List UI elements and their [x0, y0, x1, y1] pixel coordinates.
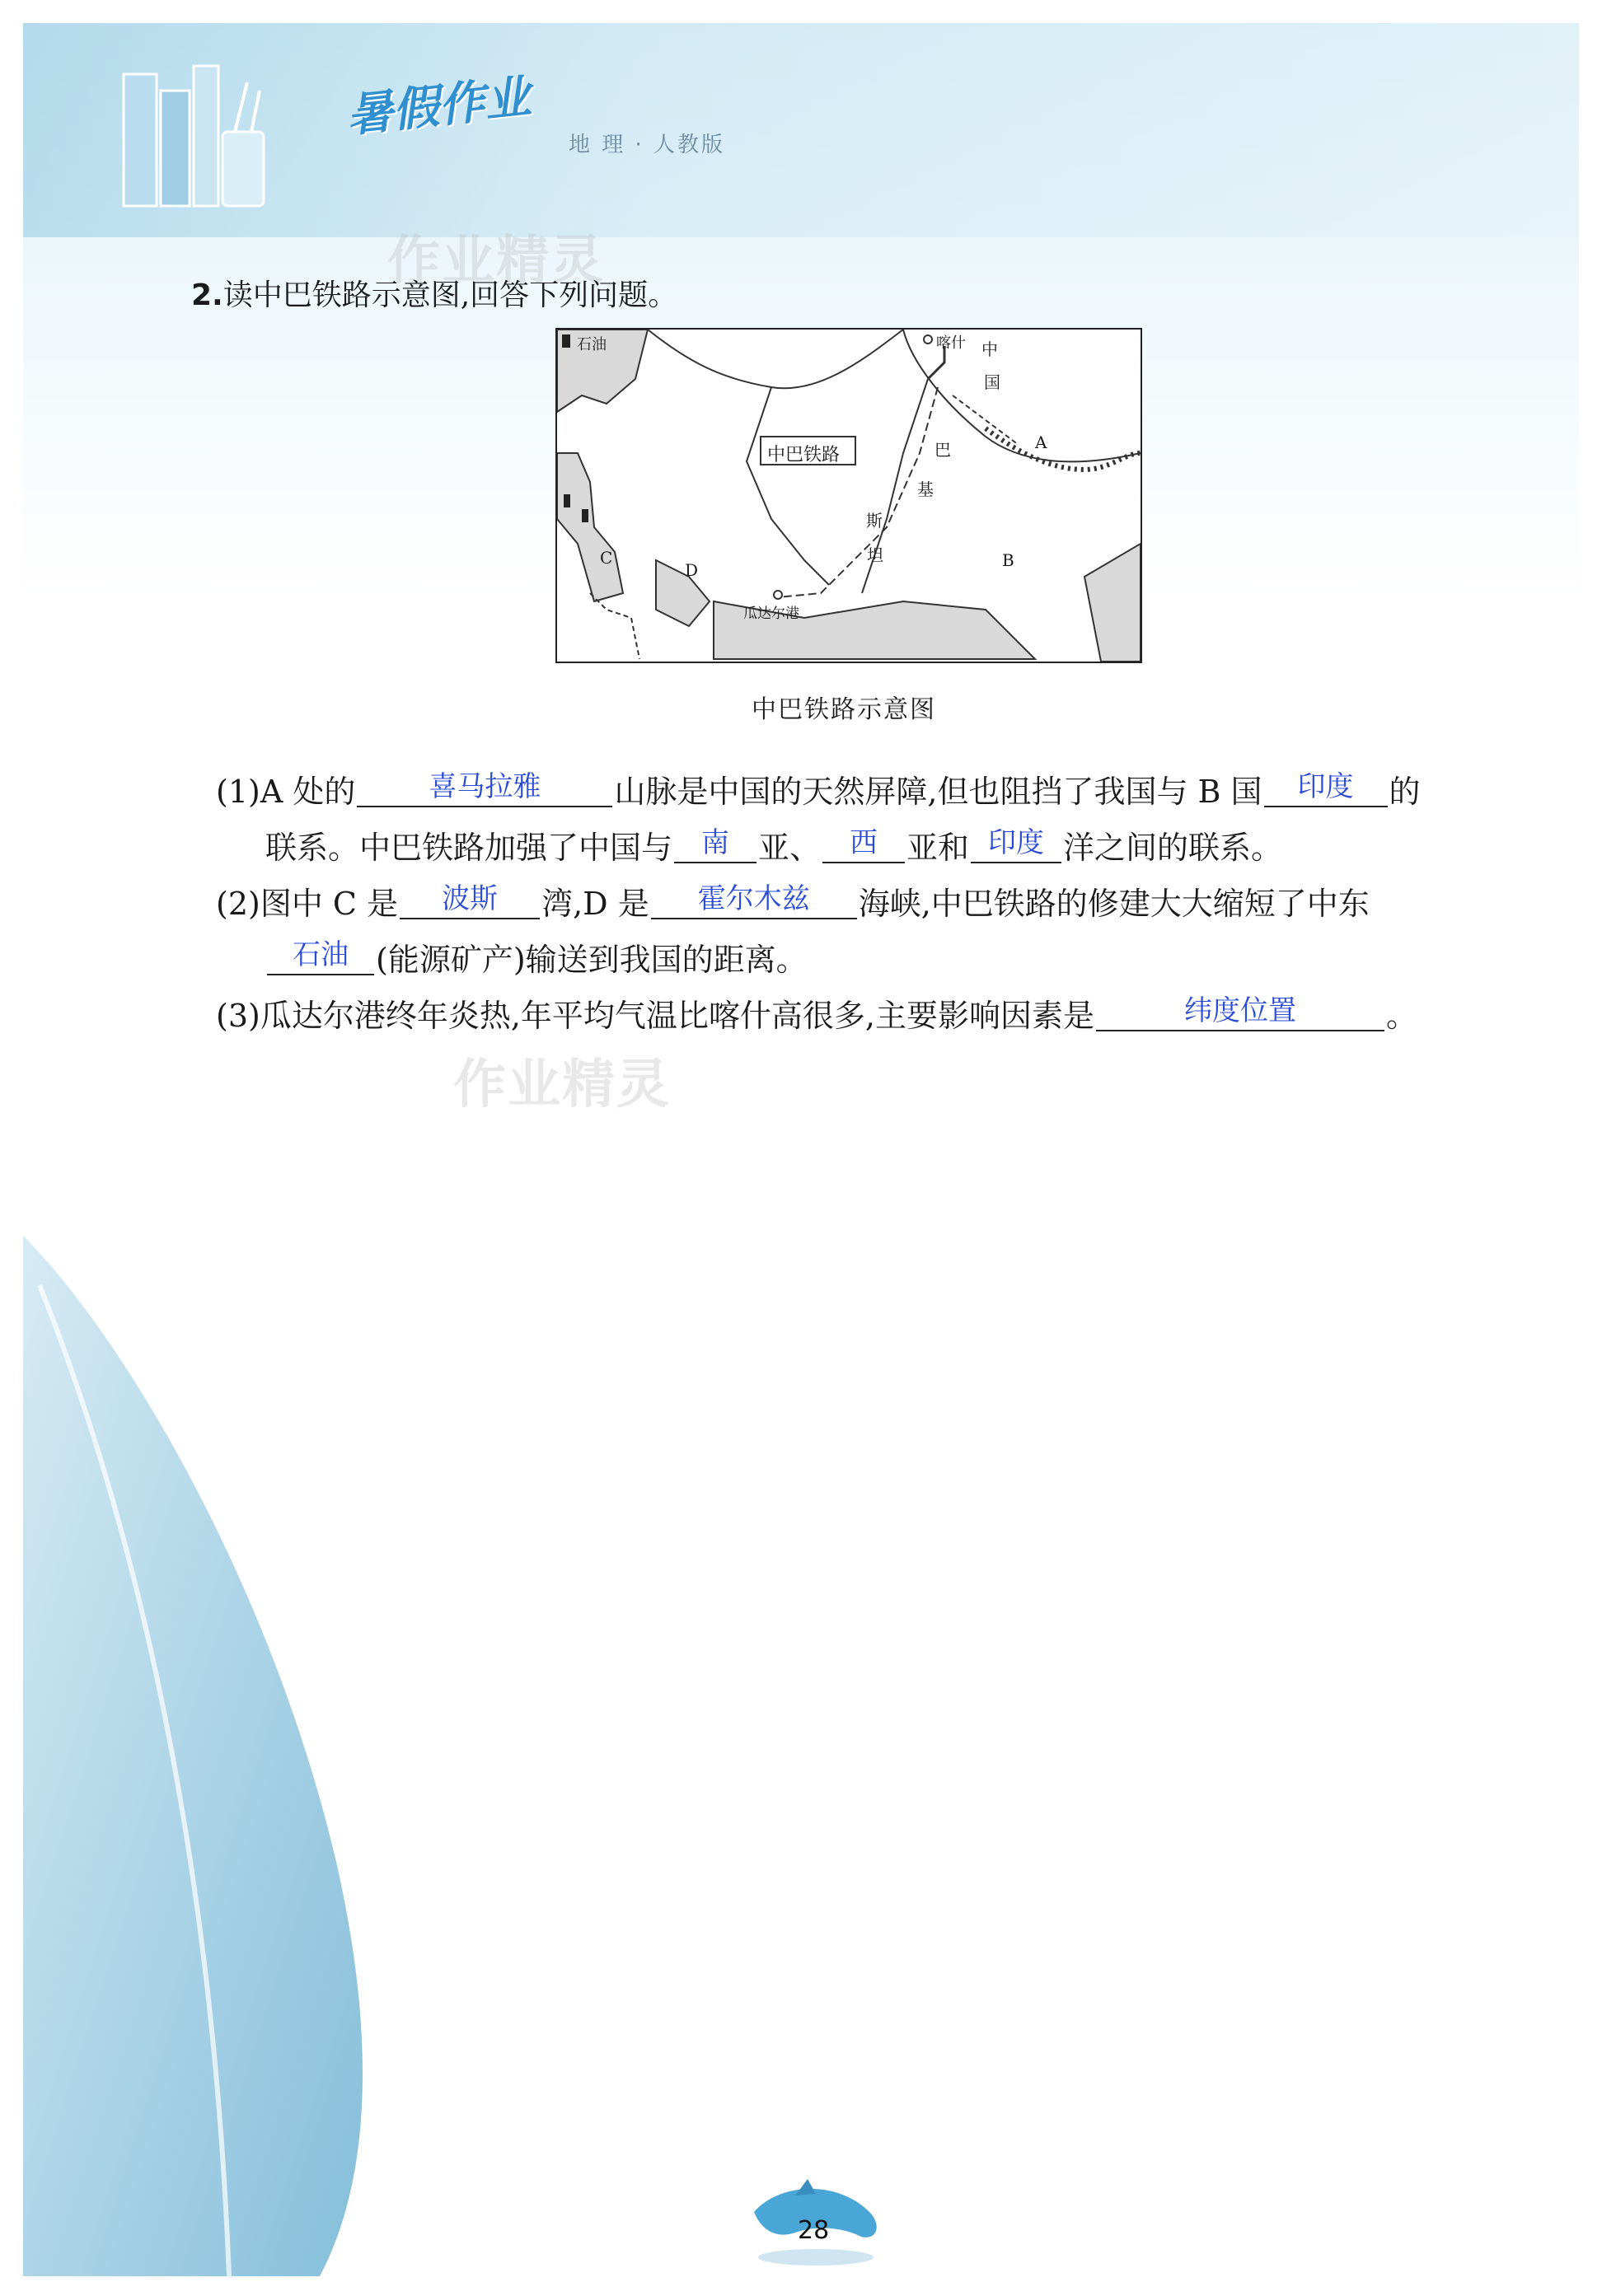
q1-line1	[216, 770, 1421, 810]
q1b-prefix: 联系。中巴铁路加强了中国与	[265, 830, 673, 866]
q1b-mid2: 亚和	[906, 830, 970, 866]
q1-prefix: (1)A 处的	[216, 774, 356, 810]
question-text: 读中巴铁路示意图,回答下列问题。	[222, 278, 678, 312]
answer-text: 印度	[1297, 770, 1354, 803]
answer-text: 纬度位置	[1184, 994, 1296, 1027]
q3-line1	[216, 994, 1418, 1034]
map-label-pakistan-4: 坦	[867, 545, 883, 565]
railway-map	[555, 328, 1142, 663]
question-title	[191, 272, 677, 314]
answer-blank-strait[interactable]	[651, 882, 857, 919]
map-legend-label: 中巴铁路	[767, 445, 841, 465]
q2-line2	[265, 938, 808, 978]
answer-text: 喜马拉雅	[429, 770, 541, 803]
map-label-kashgar: 喀什	[936, 334, 966, 352]
watermark-mid: 作业精灵	[453, 1054, 671, 1115]
page-number: 28	[798, 2216, 830, 2245]
map-drawing	[557, 330, 1141, 662]
question-number: 2.	[191, 278, 223, 312]
answer-text: 南	[701, 826, 730, 859]
map-label-b: B	[1002, 550, 1014, 570]
answer-blank-west[interactable]	[822, 826, 905, 863]
map-caption: 中巴铁路示意图	[752, 695, 936, 724]
map-label-a: A	[1035, 433, 1047, 452]
q2-line1	[216, 882, 1370, 922]
answer-text: 波斯	[442, 882, 499, 915]
q2-mid: 湾,D 是	[541, 886, 649, 922]
feather-illustration-icon	[23, 1236, 452, 2276]
answer-text: 石油	[293, 938, 349, 971]
q3-prefix: (3)瓜达尔港终年炎热,年平均气温比喀什高很多,主要影响因素是	[216, 998, 1094, 1034]
q1-mid: 山脉是中国的天然屏障,但也阻挡了我国与 B 国	[614, 774, 1262, 810]
answer-blank-gulf[interactable]	[400, 882, 540, 919]
map-label-pakistan-1: 巴	[934, 440, 951, 460]
q1b-suffix: 洋之间的联系。	[1063, 830, 1283, 866]
map-label-gwadar: 瓜达尔港	[743, 606, 799, 622]
q1b-mid1: 亚、	[758, 830, 822, 866]
answer-blank-energy[interactable]	[267, 938, 374, 975]
map-label-pakistan-2: 基	[917, 479, 934, 499]
map-legend-oil: 石油	[577, 336, 607, 353]
map-label-c: C	[600, 548, 613, 568]
answer-blank-mountain[interactable]	[357, 770, 612, 807]
q1-suffix: 的	[1389, 774, 1421, 810]
q2-prefix: (2)图中 C 是	[216, 886, 399, 922]
answer-blank-south[interactable]	[674, 826, 756, 863]
map-label-d: D	[685, 560, 699, 580]
q3-suffix: 。	[1386, 998, 1418, 1034]
answer-text: 印度	[988, 826, 1045, 859]
q1-line2	[265, 826, 1283, 866]
q2-suffix: 海峡,中巴铁路的修建大大缩短了中东	[858, 886, 1370, 922]
answer-blank-factor[interactable]	[1096, 994, 1384, 1031]
header-logo: 暑假作业	[344, 70, 534, 143]
watermark-top: 作业精灵	[387, 231, 605, 292]
map-label-china-1: 中	[981, 339, 998, 359]
map-label-pakistan-3: 斯	[866, 511, 883, 531]
answer-text: 西	[850, 826, 878, 859]
answer-blank-ocean[interactable]	[971, 826, 1061, 863]
q2b-suffix: (能源矿产)输送到我国的距离。	[376, 942, 808, 978]
answer-text: 霍尔木兹	[697, 882, 810, 915]
books-illustration-icon	[91, 58, 280, 214]
map-label-china-2: 国	[984, 372, 1000, 392]
answer-blank-country[interactable]	[1264, 770, 1388, 807]
header-meta: 地 理 · 人教版	[569, 133, 726, 157]
